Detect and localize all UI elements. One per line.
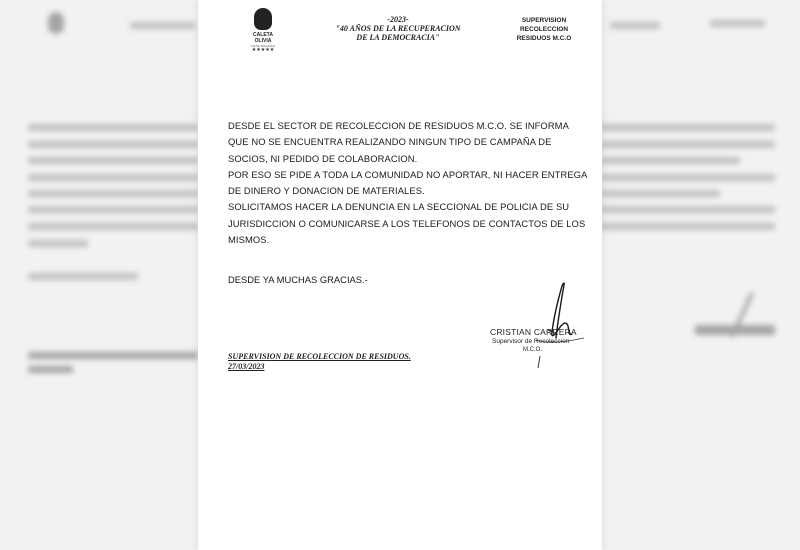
footer-date: 27/03/2023: [228, 362, 265, 371]
handwritten-signature: [488, 280, 608, 370]
logo-stars: ★★★★★: [251, 48, 275, 53]
paragraph-2: POR ESO SE PIDE A TODA LA COMUNIDAD NO APORTAR, NI HACER ENTREGA DE DINERO Y DONACION DE MATERIALES.: [228, 168, 587, 197]
footer-signoff: [228, 352, 411, 372]
department-line-2: RECOLECCION: [519, 26, 569, 33]
emblem-icon: [254, 8, 272, 30]
paragraph-1: DESDE EL SECTOR DE RECOLECCION DE RESIDUOS M.C.O. SE INFORMA QUE NO SE ENCUENTRA REALIZANDO NINGUN TIPO DE CAMPAÑA DE SOCIOS, NI PEDIDO DE COLABORACION.: [228, 120, 569, 164]
motto-line-1: "40 AÑOS DE LA RECUPERACION: [335, 24, 461, 33]
blurred-background-right: [600, 0, 800, 550]
motto-year: -2023-: [387, 15, 409, 24]
footer-department: SUPERVISION DE RECOLECCION DE RESIDUOS.: [228, 352, 411, 361]
logo-subtitle: MUNICIPALIDAD: [251, 44, 275, 48]
department-line-1: SUPERVISION: [521, 17, 567, 24]
document-page: [198, 0, 602, 550]
department-line-3: RESIDUOS M.C.O: [516, 35, 572, 42]
letterhead: [198, 0, 602, 62]
municipality-logo: [246, 8, 280, 54]
paragraph-3: SOLICITAMOS HACER LA DENUNCIA EN LA SECCIONAL DE POLICIA DE SU JURISDICCION O COMUNICARSE A LOS TELEFONOS DE CONTACTOS DE LOS MISMOS.: [228, 201, 586, 246]
notice-body: [228, 118, 588, 248]
closing-thanks: DESDE YA MUCHAS GRACIAS.-: [228, 274, 368, 285]
motto-line-2: DE LA DEMOCRACIA": [356, 33, 440, 42]
header-motto: [328, 15, 468, 42]
signer-role: Supervisor de Recoleccion: [492, 338, 570, 345]
signer-organization: M.C.O.: [523, 347, 542, 353]
logo-name: CALETA OLIVIA: [253, 32, 273, 44]
header-department: [506, 16, 582, 43]
blurred-background-left: [0, 0, 200, 550]
signer-name: CRISTIAN CARRERA: [490, 327, 577, 337]
